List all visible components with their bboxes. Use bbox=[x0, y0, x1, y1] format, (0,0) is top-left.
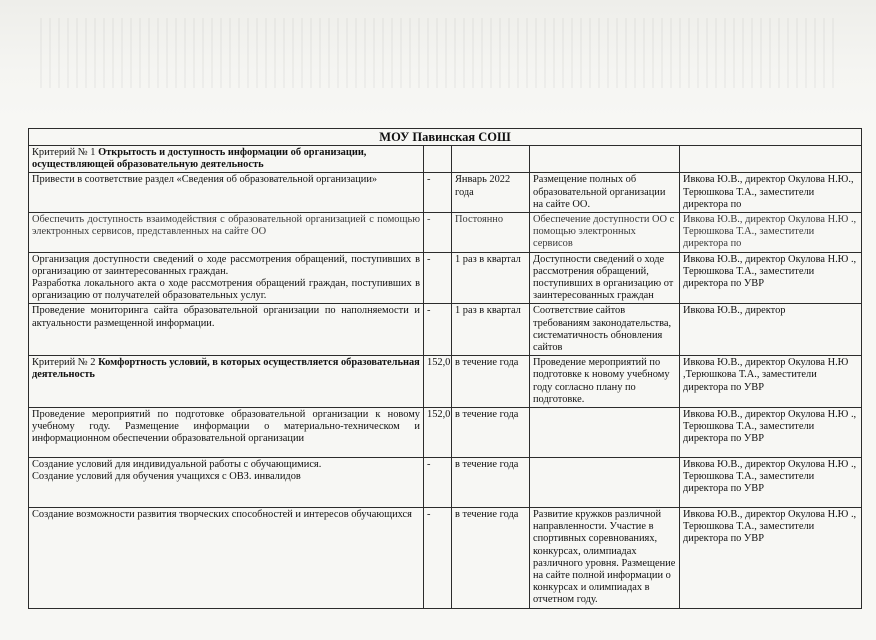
cost-cell: - bbox=[424, 173, 452, 213]
activity-cell bbox=[29, 252, 424, 304]
result-cell: Соответствие сайтов требованиям законодательства, систематичность обновления сайтов bbox=[530, 304, 680, 356]
term-cell: 1 раз в квартал bbox=[452, 252, 530, 304]
responsible-cell: Ивкова Ю.В., директор bbox=[680, 304, 862, 356]
term-cell bbox=[452, 146, 530, 173]
responsible-cell: Ивкова Ю.В., директор Окулова Н.Ю ., Терюшкова Т.А., заместители директора по bbox=[680, 213, 862, 253]
cost-cell: - bbox=[424, 458, 452, 508]
table-row bbox=[29, 458, 862, 508]
criterion-title: Открытость и доступность информации об организации, осуществляющей образовательную деятельность bbox=[32, 147, 367, 171]
criterion-number: Критерий № 1 bbox=[32, 147, 99, 158]
result-cell: Развитие кружков различной направленности. Участие в спортивных соревнованиях, конкурсах, олимпиадах различного уровня. Размещение на сайте полной информации о конкурсах и олимпиадах в отчетном году. bbox=[530, 508, 680, 609]
document-sheet bbox=[28, 128, 862, 609]
responsible-cell: Ивкова Ю.В., директор Окулова Н.Ю ., Терюшкова Т.А., заместители директора по УВР bbox=[680, 458, 862, 508]
criterion-number: Критерий № 2 bbox=[32, 357, 99, 369]
activity-cell: Проведение мероприятий по подготовке образовательной организации к новому учебному году. Размещение информации о материально-техническом и информационном обеспечении образовательной организации bbox=[29, 408, 424, 458]
activity-paragraph: Создание условий для индивидуальной работы с обучающимися. bbox=[32, 459, 322, 471]
table-row bbox=[29, 356, 862, 408]
table-row bbox=[29, 304, 862, 356]
activity-cell: Привести в соответствие раздел «Сведения об образовательной организации» bbox=[29, 173, 424, 213]
result-cell bbox=[530, 408, 680, 458]
result-cell: Проведение мероприятий по подготовке к новому учебному году согласно плану по подготовке. bbox=[530, 356, 680, 408]
cost-cell: 152,0 bbox=[424, 408, 452, 458]
activity-cell: Создание возможности развития творческих способностей и интересов обучающихся bbox=[29, 508, 424, 609]
activity-cell: Обеспечить доступность взаимодействия с образовательной организацией с помощью электронных сервисов, представленных на сайте ОО bbox=[29, 213, 424, 253]
term-cell: в течение года bbox=[452, 508, 530, 609]
result-cell bbox=[530, 458, 680, 508]
term-cell: в течение года bbox=[452, 408, 530, 458]
responsible-cell: Ивкова Ю.В., директор Окулова Н.Ю., Терюшкова Т.А., заместители директора по bbox=[680, 173, 862, 213]
responsible-cell: Ивкова Ю.В., директор Окулова Н.Ю ,Терюшкова Т.А., заместители директора по УВР bbox=[680, 356, 862, 408]
term-cell: в течение года bbox=[452, 458, 530, 508]
term-cell: 1 раз в квартал bbox=[452, 304, 530, 356]
scan-background bbox=[0, 0, 876, 120]
document-title: МОУ Павинская СОШ bbox=[29, 129, 862, 146]
result-cell: Доступности сведений о ходе рассмотрения обращений, поступивших в организацию от заинтересованных граждан bbox=[530, 252, 680, 304]
term-cell: в течение года bbox=[452, 356, 530, 408]
result-cell: Обеспечение доступности ОО с помощью электронных сервисов bbox=[530, 213, 680, 253]
activity-cell bbox=[29, 356, 424, 408]
activity-cell: Проведение мониторинга сайта образовательной организации по наполняемости и актуальности размещенной информации. bbox=[29, 304, 424, 356]
responsible-cell bbox=[680, 146, 862, 173]
title-row bbox=[29, 129, 862, 146]
cost-cell: - bbox=[424, 213, 452, 253]
result-cell bbox=[530, 146, 680, 173]
plan-table bbox=[28, 128, 862, 609]
responsible-cell: Ивкова Ю.В., директор Окулова Н.Ю ., Терюшкова Т.А., заместители директора по УВР bbox=[680, 252, 862, 304]
activity-paragraph: Организация доступности сведений о ходе рассмотрения обращений, поступивших в организацию от заинтересованных граждан. bbox=[32, 253, 420, 277]
result-cell: Размещение полных об образовательной организации на сайте ОО. bbox=[530, 173, 680, 213]
responsible-cell: Ивкова Ю.В., директор Окулова Н.Ю ., Терюшкова Т.А., заместители директора по УВР bbox=[680, 508, 862, 609]
cost-cell bbox=[424, 146, 452, 173]
table-row bbox=[29, 173, 862, 213]
table-row bbox=[29, 213, 862, 253]
activity-paragraph: Разработка локального акта о ходе рассмотрения обращений граждан, поступивших в организацию от получателей образовательных услуг. bbox=[32, 278, 420, 302]
table-row bbox=[29, 408, 862, 458]
term-cell: Постоянно bbox=[452, 213, 530, 253]
table-row bbox=[29, 508, 862, 609]
term-cell: Январь 2022 года bbox=[452, 173, 530, 213]
activity-paragraph: Создание условий для обучения учащихся с ОВЗ. инвалидов bbox=[32, 471, 301, 483]
cost-cell: - bbox=[424, 252, 452, 304]
activity-cell bbox=[29, 146, 424, 173]
activity-cell bbox=[29, 458, 424, 508]
table-row bbox=[29, 146, 862, 173]
cost-cell: - bbox=[424, 508, 452, 609]
cost-cell: 152,0 bbox=[424, 356, 452, 408]
responsible-cell: Ивкова Ю.В., директор Окулова Н.Ю ., Терюшкова Т.А., заместители директора по УВР bbox=[680, 408, 862, 458]
cost-cell: - bbox=[424, 304, 452, 356]
criterion-title: Комфортность условий, в которых осуществляется образовательная деятельность bbox=[32, 357, 420, 381]
table-row bbox=[29, 252, 862, 304]
